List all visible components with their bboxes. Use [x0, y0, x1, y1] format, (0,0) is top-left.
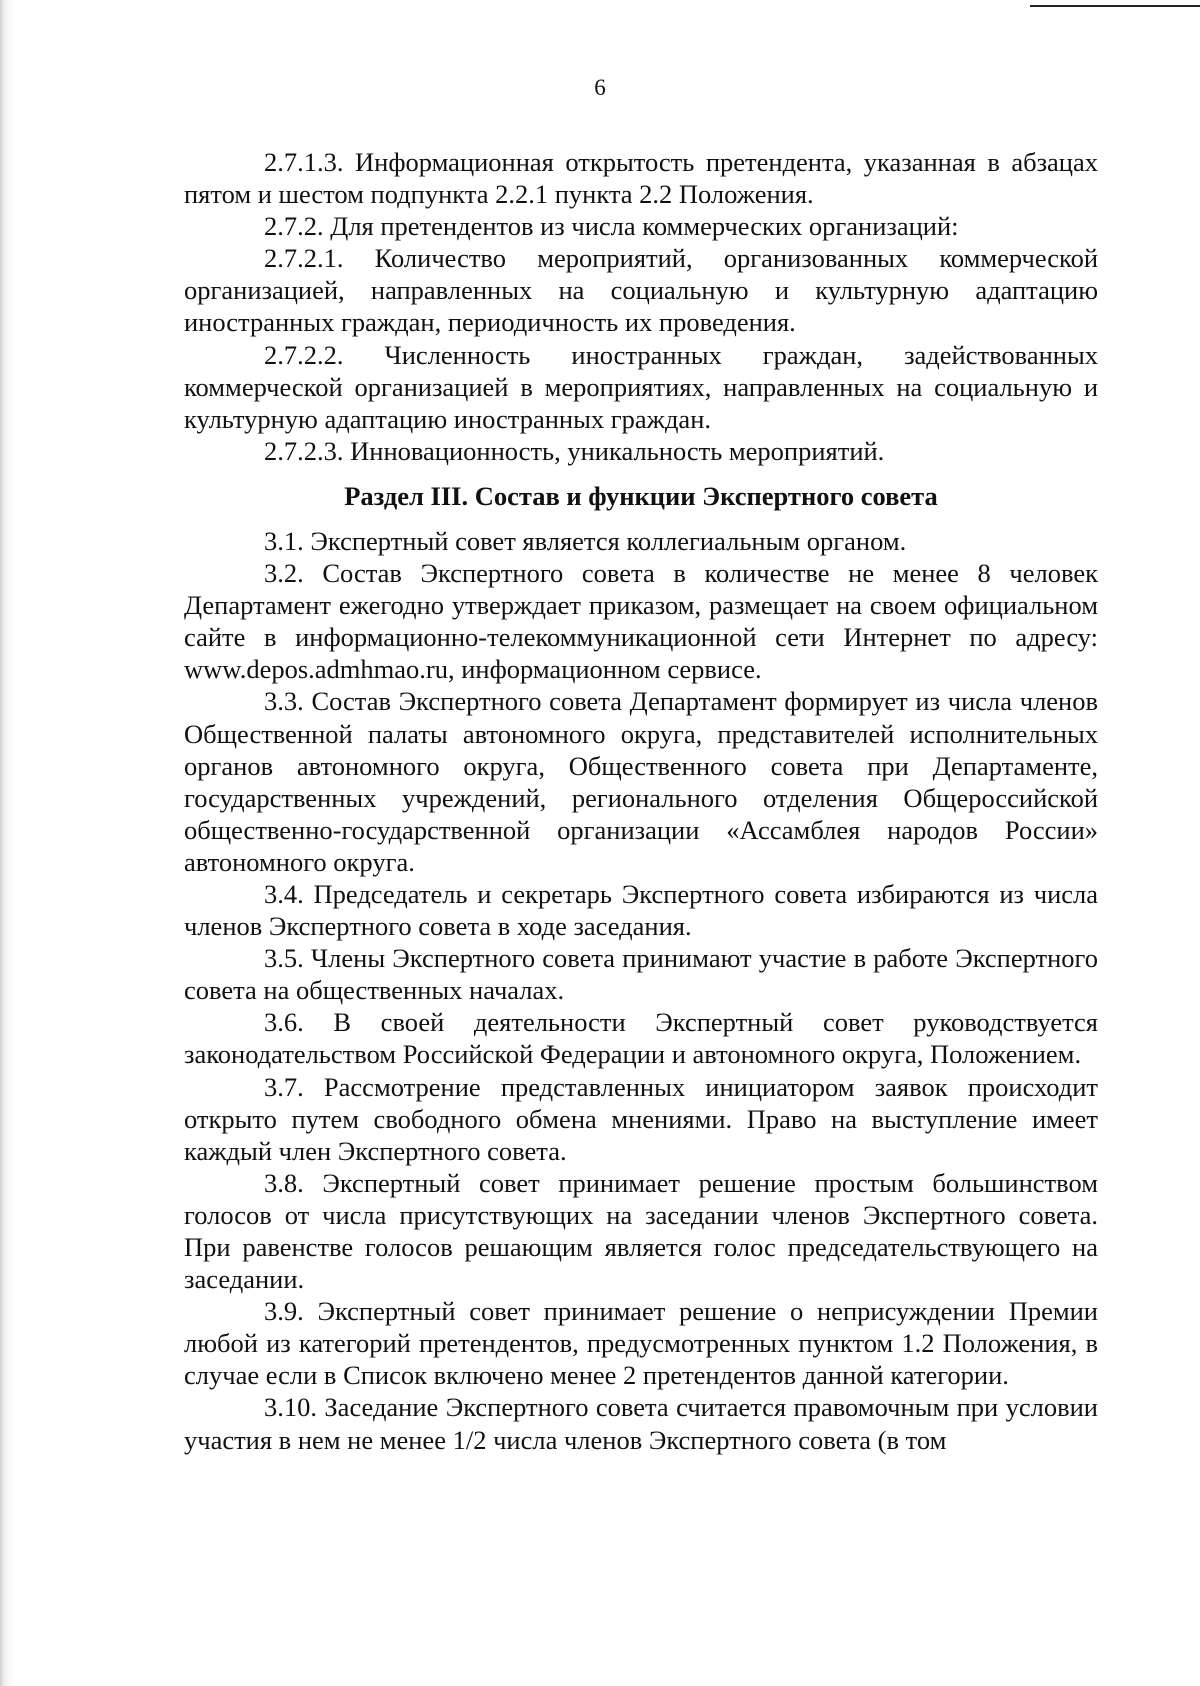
paragraph-3-1: 3.1. Экспертный совет является коллегиальным органом. — [264, 525, 907, 556]
paragraph-3-7: 3.7. Рассмотрение представленных инициатором заявок происходит открыто путем свободного обмена мнениями. Право на выступление имеет каждый член Экспертного совета. — [184, 1071, 1098, 1166]
section-title: Раздел III. Состав и функции Экспертного совета — [344, 480, 938, 511]
paragraph-3-8: 3.8. Экспертный совет принимает решение простым большинством голосов от числа присутствующих на заседании членов Экспертного совета. При равенстве голосов решающим является голос председательствующего на заседании. — [184, 1167, 1098, 1295]
paragraph-3-5: 3.5. Члены Экспертного совета принимают участие в работе Экспертного совета на общественных началах. — [184, 943, 1098, 1006]
page-number: 6 — [594, 75, 606, 100]
paragraph-3-4: 3.4. Председатель и секретарь Экспертного совета избираются из числа членов Экспертного совета в ходе заседания. — [184, 878, 1098, 942]
paragraph-3-10: 3.10. Заседание Экспертного совета считается правомочным при условии участия в нем не менее 1/2 числа членов Экспертного совета (в том — [184, 1392, 1098, 1455]
paragraph-2-7-2-3: 2.7.2.3. Инновационность, уникальность мероприятий. — [264, 435, 885, 466]
paragraph-2-7-2: 2.7.2. Для претендентов из числа коммерческих организаций: — [264, 211, 959, 242]
top-rule — [1030, 5, 1200, 7]
paragraph-3-9: 3.9. Экспертный совет принимает решение о неприсуждении Премии любой из категорий претендентов, предусмотренных пунктом 1.2 Положения, в случае если в Список включено менее 2 претендентов данной категории. — [184, 1296, 1098, 1391]
paragraph-3-6: 3.6. В своей деятельности Экспертный совет руководствуется законодательством Российской Федерации и автономного округа, Положением. — [184, 1007, 1098, 1070]
paragraph-2-7-1-3: 2.7.1.3. Информационная открытость претендента, указанная в абзацах пятом и шестом подпункта 2.2.1 пункта 2.2 Положения. — [184, 147, 1098, 210]
scan-edge — [0, 0, 14, 1686]
paragraph-3-2: 3.2. Состав Экспертного совета в количестве не менее 8 человек Департамент ежегодно утверждает приказом, размещает на своем официальном сайте в информационно-телекоммуникационной сети Интернет по адресу: www.depos.admhmao.ru, информационном сервисе. — [184, 558, 1098, 685]
document-body — [184, 146, 1098, 1456]
paragraph-2-7-2-2: 2.7.2.2. Численность иностранных граждан, задействованных коммерческой организацией в мероприятиях, направленных на социальную и культурную адаптацию иностранных граждан. — [184, 339, 1098, 434]
paragraph-3-3: 3.3. Состав Экспертного совета Департамент формирует из числа членов Общественной палаты автономного округа, представителей исполнительных органов автономного округа, Общественного совета при Департаменте, государственных учреждений, регионального отделения Общероссийской общественно-государственной организации «Ассамблея народов России» автономного округа. — [184, 686, 1098, 877]
paragraph-2-7-2-1: 2.7.2.1. Количество мероприятий, организованных коммерческой организацией, направленных на социальную и культурную адаптацию иностранных граждан, периодичность их проведения. — [184, 243, 1098, 338]
